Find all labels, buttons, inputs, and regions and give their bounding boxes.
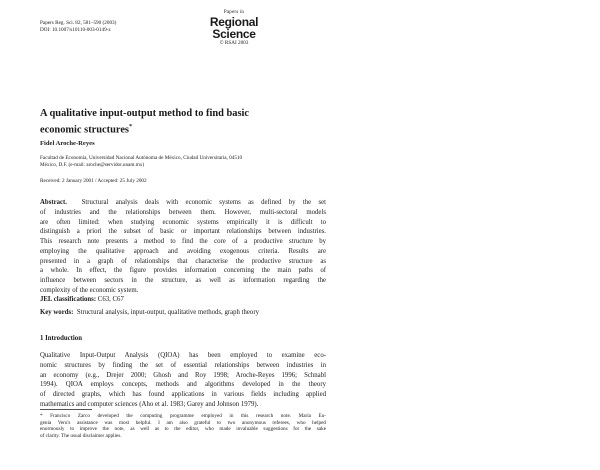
abstract-label: Abstract. (40, 199, 67, 206)
journal-logo (204, 10, 264, 47)
abstract-line-text: Structural analysis deals with economic systems as defined by the set (81, 199, 326, 206)
abstract (40, 198, 326, 296)
section-heading-introduction: 1 Introduction (40, 335, 82, 342)
journal-doi: DOI: 10.1007/s10110-003-0149-z (40, 26, 111, 33)
keywords-value: Structural analysis, input-output, qualitative methods, graph theory (76, 309, 259, 316)
abstract-line: complexity of the economic system. (40, 286, 139, 294)
journal-reference (40, 20, 116, 33)
author-affiliation (40, 155, 242, 168)
abstract-line: This research note presents a method to find the core of a productive structure by (40, 238, 326, 245)
abstract-line (40, 198, 326, 208)
logo-papers-in: Papers in (223, 10, 245, 15)
title-line-1: A qualitative input-output method to find basic (40, 108, 250, 119)
abstract-line: influence between sectors in the structure, as well as information regarding the (40, 277, 326, 284)
intro-line: Qualitative Input-Output Analysis (QIOA) has been employed to examine eco- (40, 352, 326, 359)
keywords (40, 308, 259, 318)
abstract-line: of industries and the relationships between them. However, multi-sectoral models (40, 208, 326, 216)
journal-citation: Papers Reg. Sci. 82, 581–590 (2003) (40, 20, 117, 26)
abstract-line: presented in a graph of relationships that characterise the productive structure as (40, 257, 326, 265)
abstract-line: are often limited: when studying economic systems empirically it is difficult to (40, 218, 326, 226)
footnote-rule (40, 409, 92, 410)
title-line-2-text: economic structures (40, 123, 129, 135)
logo-copyright: © RSAI 2003 (219, 40, 249, 46)
intro-line: 1994). QIOA employs concepts, methods and algorithms developed in the theory (40, 381, 326, 389)
author-name: Fidel Aroche-Reyes (40, 140, 95, 147)
logo-science: Science (212, 27, 256, 41)
introduction-paragraph (40, 351, 326, 410)
affiliation-line-1: Facultad de Economía, Universidad Nacional Autónoma de México, Ciudad Universitaria, 04510 (40, 155, 243, 161)
jel-value: C63, C67 (97, 296, 124, 303)
intro-line: of directed graphs, which has found applications in various fields including applied (40, 391, 326, 398)
footnote-line: * Francisco Zarco developed the computing programme employed in this research note. María Eu- (40, 413, 326, 419)
footnote (40, 413, 326, 439)
affiliation-line-2: México, D.F. (e-mail: aroche@servidor.unam.mx) (40, 161, 145, 168)
title-footnote-mark: * (128, 122, 133, 130)
abstract-line: a whole. In effect, the figure provides information concerning the main paths of (40, 267, 326, 275)
logo-regional: Regional (209, 15, 259, 29)
abstract-line: distinguish a priori the subset of basic or important relationships between industries. (40, 228, 326, 236)
footnote-line: of clarity. The usual disclaimer applies. (40, 432, 122, 439)
abstract-line: employing the qualitative approach and avoiding exogenous criteria. Results are (40, 247, 326, 255)
paper-title (40, 108, 340, 136)
intro-line: mathematics and computer sciences (Aho et al. 1983; Garey and Johnson 1979). (40, 400, 259, 408)
intro-line: nomic structures by finding the set of essential relationships between industries in (40, 361, 326, 369)
keywords-label: Key words: (40, 309, 74, 316)
title-line-2 (40, 121, 340, 137)
footnote-line: genia Veru's assistance was most helpful. I am also grateful to two anonymous referees, who helped (40, 419, 326, 426)
jel-classifications (40, 295, 124, 305)
jel-label: JEL classifications: (40, 296, 97, 303)
intro-line: an economy (e.g., Drejer 2000; Ghosh and Roy 1998; Aroche-Reyes 1996; Schnabl (40, 371, 326, 379)
footnote-line: enormously to improve the note, as well as to the editor, who made invaluable suggestions for the sake (40, 426, 326, 433)
received-accepted-dates: Received: 2 January 2001 / Accepted: 25 July 2002 (40, 178, 147, 184)
